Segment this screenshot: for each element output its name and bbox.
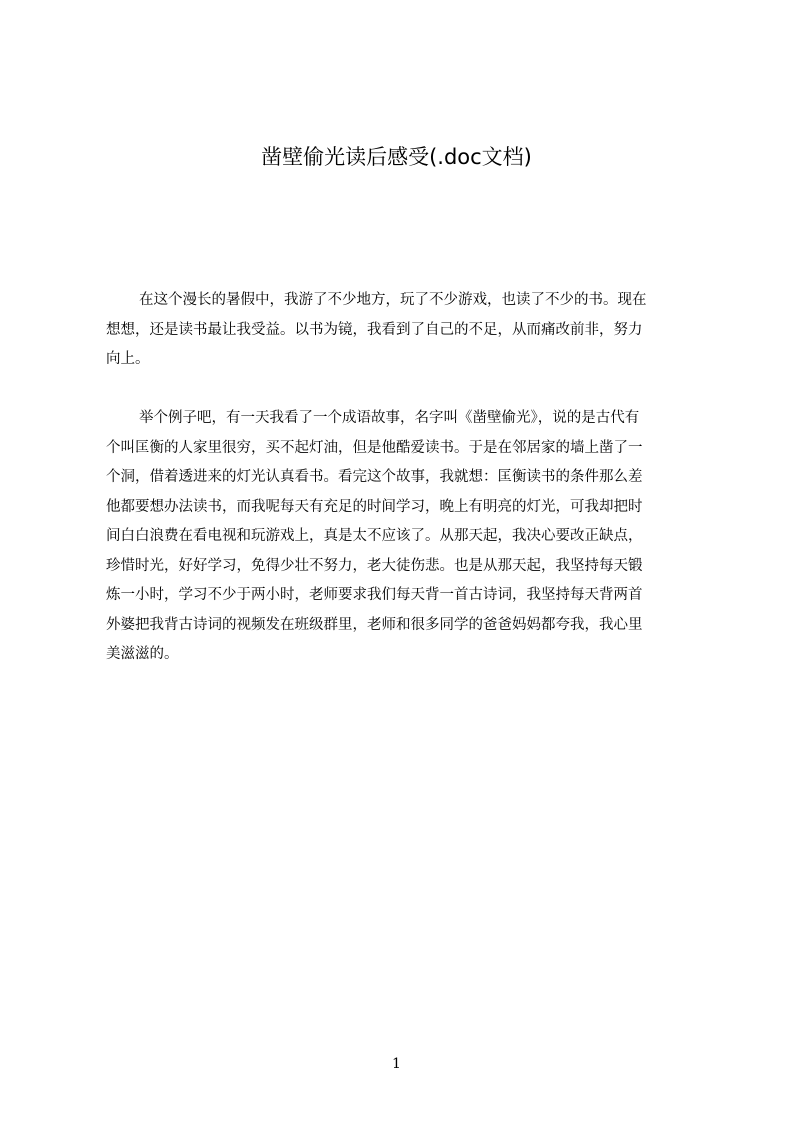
paragraph-line: 珍惜时光，好好学习，免得少壮不努力，老大徒伤悲。也是从那天起，我坚持每天锻 <box>106 557 643 574</box>
paragraph-line: 个叫匡衡的人家里很穷，买不起灯油，但是他酷爱读书。于是在邻居家的墙上凿了一 <box>106 439 643 456</box>
paragraph-2 <box>106 404 698 699</box>
paragraph-line: 间白白浪费在看电视和玩游戏上，真是太不应该了。从那天起，我决心要改正缺点， <box>106 528 643 544</box>
page-number: 1 <box>392 1056 401 1072</box>
paragraph-line: 个洞，借着透进来的灯光认真看书。看完这个故事，我就想：匡衡读书的条件那么差 <box>106 469 643 485</box>
paragraph-line: 想想，还是读书最让我受益。以书为镜，我看到了自己的不足，从而痛改前非，努力 <box>106 321 643 338</box>
paragraph-line: 向上。 <box>106 351 150 367</box>
document-title: 凿壁偷光读后感受(.doc文档) <box>261 145 532 169</box>
paragraph-spacer <box>106 375 698 405</box>
paragraph-1 <box>106 286 698 375</box>
paragraph-line <box>106 670 698 700</box>
paragraph-line: 外婆把我背古诗词的视频发在班级群里，老师和很多同学的爸爸妈妈都夸我，我心里 <box>106 616 643 633</box>
paragraph-line: 在这个漫长的暑假中，我游了不少地方，玩了不少游戏，也读了不少的书。现在 <box>139 292 647 308</box>
paragraph-line: 炼一小时，学习不少于两小时，老师要求我们每天背一首古诗词，我坚持每天背两首 <box>106 587 643 603</box>
paragraph-line: 他都要想办法读书，而我呢每天有充足的时间学习，晚上有明亮的灯光，可我却把时 <box>106 498 643 515</box>
document-body <box>106 286 698 699</box>
paragraph-line: 美滋滋的。 <box>106 646 179 662</box>
paragraph-line: 举个例子吧，有一天我看了一个成语故事，名字叫《凿壁偷光》，说的是古代有 <box>139 410 640 426</box>
